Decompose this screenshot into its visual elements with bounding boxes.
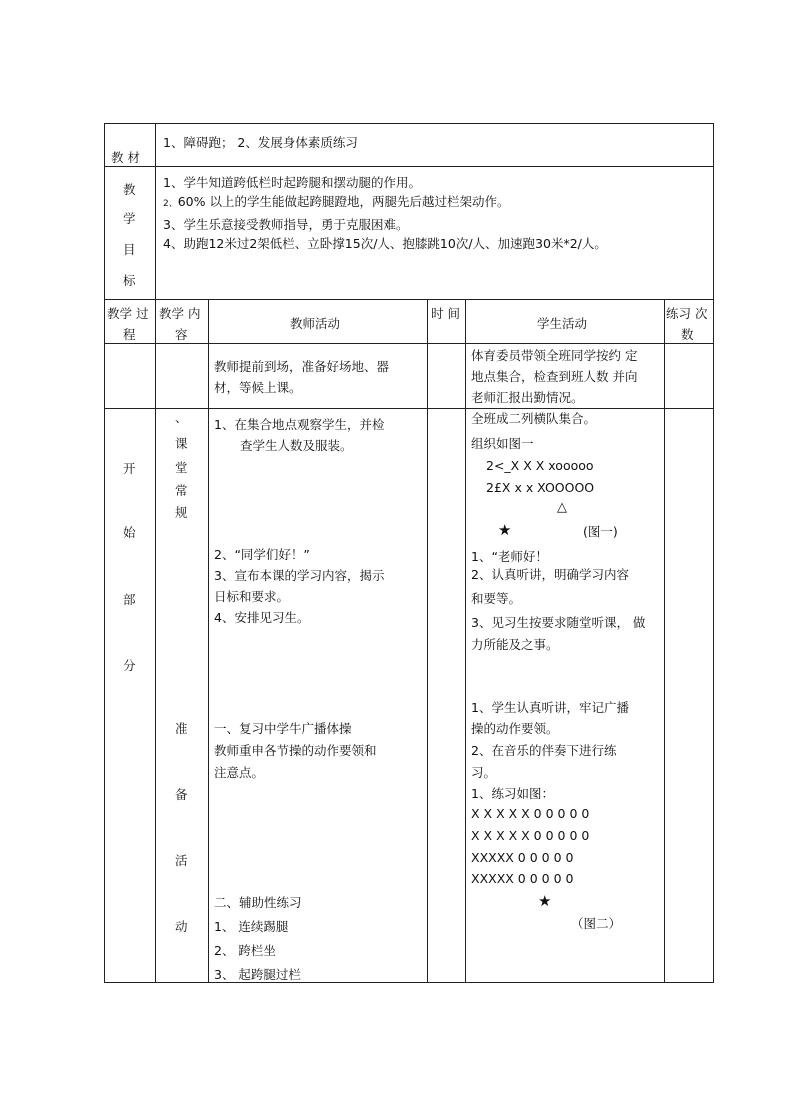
col-divider (465, 299, 466, 982)
student-activity-text: 和要等。 (471, 591, 522, 606)
objective-number: 2、 (163, 199, 178, 209)
star-icon: ★ (538, 892, 552, 910)
content-char: 常 (175, 483, 188, 498)
teacher-triangle-icon: △ (557, 500, 567, 515)
formation-row: XXXXX 0 0 0 0 0 (471, 850, 574, 865)
teacher-activity-text: 1、 连续踢腿 (214, 919, 289, 934)
student-activity-text: 1、学生认真听讲，牢记广播 (471, 700, 629, 715)
section-label-char: 开 (123, 461, 136, 476)
objective-number: 3、 (163, 217, 184, 232)
content-char: 备 (175, 787, 188, 802)
formation-row: X X X X X 0 0 0 0 0 (471, 806, 590, 821)
row-divider (104, 299, 714, 300)
row-divider (104, 343, 714, 344)
col-divider (155, 299, 156, 982)
formation-row: 2£X x x XOOOOO (486, 480, 595, 495)
content-char: 、 (175, 410, 188, 425)
teacher-activity-text: 2、 跨栏坐 (214, 943, 276, 958)
student-activity-text: 习。 (471, 765, 497, 780)
pre-student-text: 体育委员带领全班同学按约 定 (471, 348, 638, 363)
objective-text: 学牛知道跨低栏时起跨腿和摆动腿的作用。 (183, 175, 421, 190)
teacher-activity-text: 教师重申各节操的动作要领和 (214, 743, 377, 758)
section-label-char: 分 (123, 658, 136, 673)
material-label: 教 材 (111, 150, 140, 165)
material-content: 1、障碍跑； 2、发展身体素质练习 (163, 135, 358, 150)
student-activity-text: 操的动作要领。 (471, 721, 559, 736)
header-practice-count-line2: 数 (681, 327, 694, 342)
teacher-activity-text: 3、宣布本课的学习内容，揭示 (214, 568, 385, 583)
header-time: 时 间 (431, 306, 460, 321)
objective-text: 60% 以上的学生能做起跨腿蹬地，两腿先后越过栏架动作。 (177, 194, 510, 209)
objective-item (163, 215, 408, 233)
table-border-bottom (104, 982, 714, 983)
student-activity-text: 全班成二列横队集合。 (471, 411, 597, 426)
header-process-line2: 程 (123, 327, 136, 342)
objective-item (163, 234, 607, 252)
student-activity-text: 1、“老师好！ (471, 549, 548, 564)
section-label-char: 部 (123, 592, 136, 607)
student-activity-text: 1、练习如图： (471, 786, 554, 801)
formation-row: 2<_X X X xooooo (486, 458, 594, 473)
figure-caption: (图一) (583, 524, 618, 539)
formation-row: XXXXX 0 0 0 0 0 (471, 871, 574, 886)
table-border-right (713, 123, 714, 983)
objectives-label-char: 目 (123, 242, 136, 257)
objective-number: 1、 (163, 175, 184, 190)
header-teacher-activity: 教师活动 (290, 316, 341, 331)
row-divider (104, 166, 714, 167)
row-divider (104, 408, 714, 409)
content-char: 动 (175, 919, 188, 934)
content-char: 堂 (175, 460, 188, 475)
header-student-activity: 学生活动 (537, 316, 588, 331)
pre-teacher-text: 教师提前到场，准备好场地、器 (214, 359, 390, 374)
header-content-line2: 容 (175, 327, 188, 342)
col-divider (664, 299, 665, 982)
content-char: 准 (175, 721, 188, 736)
teacher-activity-text: 查学生人数及服装。 (240, 438, 353, 453)
star-icon: ★ (498, 521, 512, 539)
objectives-label-char: 标 (123, 273, 136, 288)
teacher-activity-text: 2、“同学们好！” (214, 547, 310, 562)
teacher-activity-text: 4、安排见习生。 (214, 610, 310, 625)
teacher-activity-text: 一、复习中学牛广播体操 (214, 721, 352, 736)
teacher-activity-text: 日标和要求。 (214, 589, 290, 604)
content-char: 活 (175, 853, 188, 868)
table-border-left (104, 123, 105, 983)
student-activity-text: 2、认真听讲，明确学习内容 (471, 567, 629, 582)
student-activity-text: 组织如图一 (471, 436, 534, 451)
col-divider (427, 299, 428, 982)
student-activity-text: 2、在音乐的伴奏下进行练 (471, 743, 617, 758)
header-practice-count: 练习 次 (666, 306, 708, 321)
table-border-top (104, 123, 714, 124)
section-label-char: 始 (123, 525, 136, 540)
objective-text: 助跑12米过2架低栏、立卧撑15次/人、抱膝跳10次/人、加速跑30米*2/人。 (183, 236, 607, 251)
formation-row: X X X X X 0 0 0 0 0 (471, 828, 590, 843)
header-process: 教学 过 (107, 306, 149, 321)
pre-student-text: 老师汇报出勤情况。 (471, 390, 584, 405)
objectives-label-char: 学 (123, 211, 136, 226)
teacher-activity-text: 1、在集合地点观察学生，并检 (214, 417, 385, 432)
objective-text: 学生乐意接受教师指导，勇于克服困难。 (183, 217, 409, 232)
pre-student-text: 地点集合，检查到班人数 并向 (471, 369, 638, 384)
col-divider (155, 123, 156, 299)
student-activity-text: 3、见习生按要求随堂听课， 做 (471, 615, 646, 630)
objective-item (163, 192, 510, 210)
teacher-activity-text: 注意点。 (214, 765, 265, 780)
teacher-activity-text: 二、辅助性练习 (214, 895, 302, 910)
objective-number: 4、 (163, 236, 184, 251)
student-activity-text: 力所能及之事。 (471, 637, 559, 652)
objectives-label-char: 教 (123, 182, 136, 197)
objective-item (163, 173, 421, 191)
figure-caption: （图二） (571, 916, 622, 931)
pre-teacher-text: 材，等候上课。 (214, 380, 302, 395)
header-content: 教学 内 (159, 306, 201, 321)
col-divider (208, 299, 209, 982)
teacher-activity-text: 3、 起跨腿过栏 (214, 967, 301, 982)
content-char: 课 (175, 436, 188, 451)
content-char: 规 (175, 505, 188, 520)
